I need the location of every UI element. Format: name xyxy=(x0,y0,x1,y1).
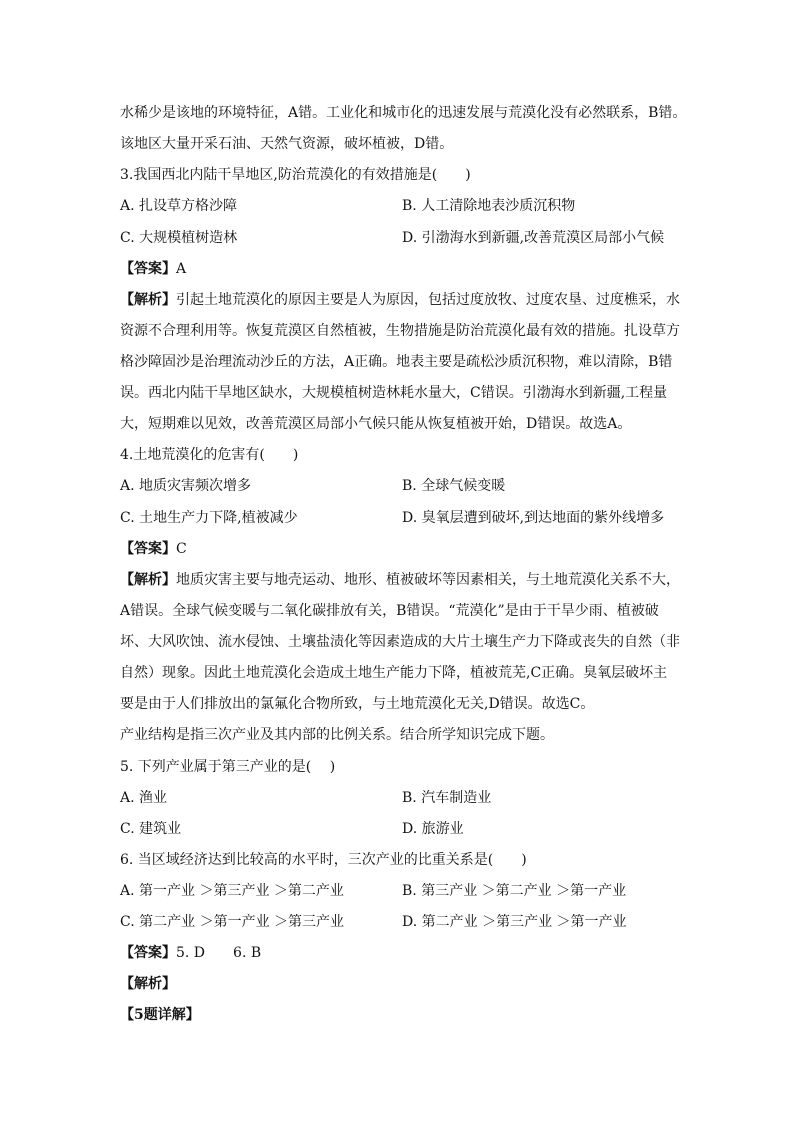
group-answer-value: 5. D 6. B xyxy=(176,945,262,961)
q6-option-d: D. 第二产业 ＞第三产业 ＞第一产业 xyxy=(402,914,627,930)
q6-option-b: B. 第三产业 ＞第二产业 ＞第一产业 xyxy=(402,883,627,899)
q4-analysis-line-5: 要是由于人们排放出的氯氟化合物所致，与土地荒漠化无关,D错误。故选C。 xyxy=(120,696,595,712)
q4-answer xyxy=(120,539,680,559)
q4-option-a: A. 地质灾害频次增多 xyxy=(120,478,252,494)
q3-analysis-line-5: 大，短期难以见效，改善荒漠区局部小气候只能从恢复植被开始，D错误。故选A。 xyxy=(120,416,632,432)
question-5-stem: 5. 下列产业属于第三产业的是( ) xyxy=(120,759,336,775)
question-6-stem: 6. 当区域经济达到比较高的水平时，三次产业的比重关系是( ) xyxy=(120,852,527,868)
q4-analysis-line-2: A错误。全球气候变暖与二氧化碳排放有关，B错误。“荒漠化”是由于干旱少雨、植被破 xyxy=(120,603,659,619)
question-4-stem: 4.土地荒漠化的危害有( ) xyxy=(120,447,299,463)
q6-option-c: C. 第二产业 ＞第一产业 ＞第三产业 xyxy=(120,914,345,930)
intro-line-1: 水稀少是该地的环境特征，A错。工业化和城市化的迅速发展与荒漠化没有必然联系，B错。 xyxy=(120,105,687,121)
q3-option-a: A. 扎设草方格沙障 xyxy=(120,198,238,214)
q3-option-c: C. 大规模植树造林 xyxy=(120,230,238,246)
q3-answer xyxy=(120,259,680,279)
q4-option-c: C. 土地生产力下降,植被减少 xyxy=(120,510,298,526)
q5-option-c: C. 建筑业 xyxy=(120,821,182,837)
q5-option-d: D. 旅游业 xyxy=(402,821,464,837)
q3-analysis-line-3: 格沙障固沙是治理流动沙丘的方法，A正确。地表主要是疏松沙质沉积物，难以清除，B错 xyxy=(120,354,673,370)
group-answer xyxy=(120,943,680,963)
q4-option-d: D. 臭氧层遭到破坏,到达地面的紫外线增多 xyxy=(402,510,665,526)
q4-analysis-line-4: 自然）现象。因此土地荒漠化会造成土地生产能力下降，植被荒芜,C正确。臭氧层破坏主 xyxy=(120,665,668,681)
q4-answer-label: 【答案】 xyxy=(120,541,176,557)
q4-analysis-label: 【解析】 xyxy=(120,572,176,588)
question-3-stem: 3.我国西北内陆干旱地区,防治荒漠化的有效措施是( ) xyxy=(120,167,471,183)
group-answer-label: 【答案】 xyxy=(120,945,176,961)
q3-analysis-line-4: 误。西北内陆干旱地区缺水，大规模植树造林耗水量大，C错误。引渤海水到新疆,工程量 xyxy=(120,385,668,401)
q4-analysis-line-1 xyxy=(120,570,680,590)
group-intro: 产业结构是指三次产业及其内部的比例关系。结合所学知识完成下题。 xyxy=(120,727,554,743)
q3-analysis-line-1 xyxy=(120,290,680,310)
q3-analysis-text-1: 引起土地荒漠化的原因主要是人为原因，包括过度放牧、过度农垦、过度樵采，水 xyxy=(176,292,680,308)
q6-option-a: A. 第一产业 ＞第三产业 ＞第二产业 xyxy=(120,883,344,899)
q4-option-b: B. 全球气候变暖 xyxy=(402,478,506,494)
q5-option-a: A. 渔业 xyxy=(120,790,168,806)
q3-option-d: D. 引渤海水到新疆,改善荒漠区局部小气候 xyxy=(402,230,665,246)
q4-analysis-line-3: 坏、大风吹蚀、流水侵蚀、土壤盐渍化等因素造成的大片土壤生产力下降或丧失的自然（非 xyxy=(120,634,680,650)
intro-line-2: 该地区大量开采石油、天然气资源，破坏植被，D错。 xyxy=(120,136,454,152)
q3-analysis-line-2: 资源不合理利用等。恢复荒漠区自然植被，生物措施是防治荒漠化最有效的措施。扎设草方 xyxy=(120,323,680,339)
q3-answer-value: A xyxy=(176,261,187,277)
q4-answer-value: C xyxy=(176,541,187,557)
q4-analysis-text-1: 地质灾害主要与地壳运动、地形、植被破坏等因素相关，与土地荒漠化关系不大， xyxy=(176,572,680,588)
q3-analysis-label: 【解析】 xyxy=(120,292,176,308)
q5-option-b: B. 汽车制造业 xyxy=(402,790,492,806)
q3-option-b: B. 人工清除地表沙质沉积物 xyxy=(402,198,576,214)
q3-answer-label: 【答案】 xyxy=(120,261,176,277)
group-analysis-label: 【解析】 xyxy=(120,976,176,992)
q5-detail-label: 【5题详解】 xyxy=(120,1007,200,1023)
